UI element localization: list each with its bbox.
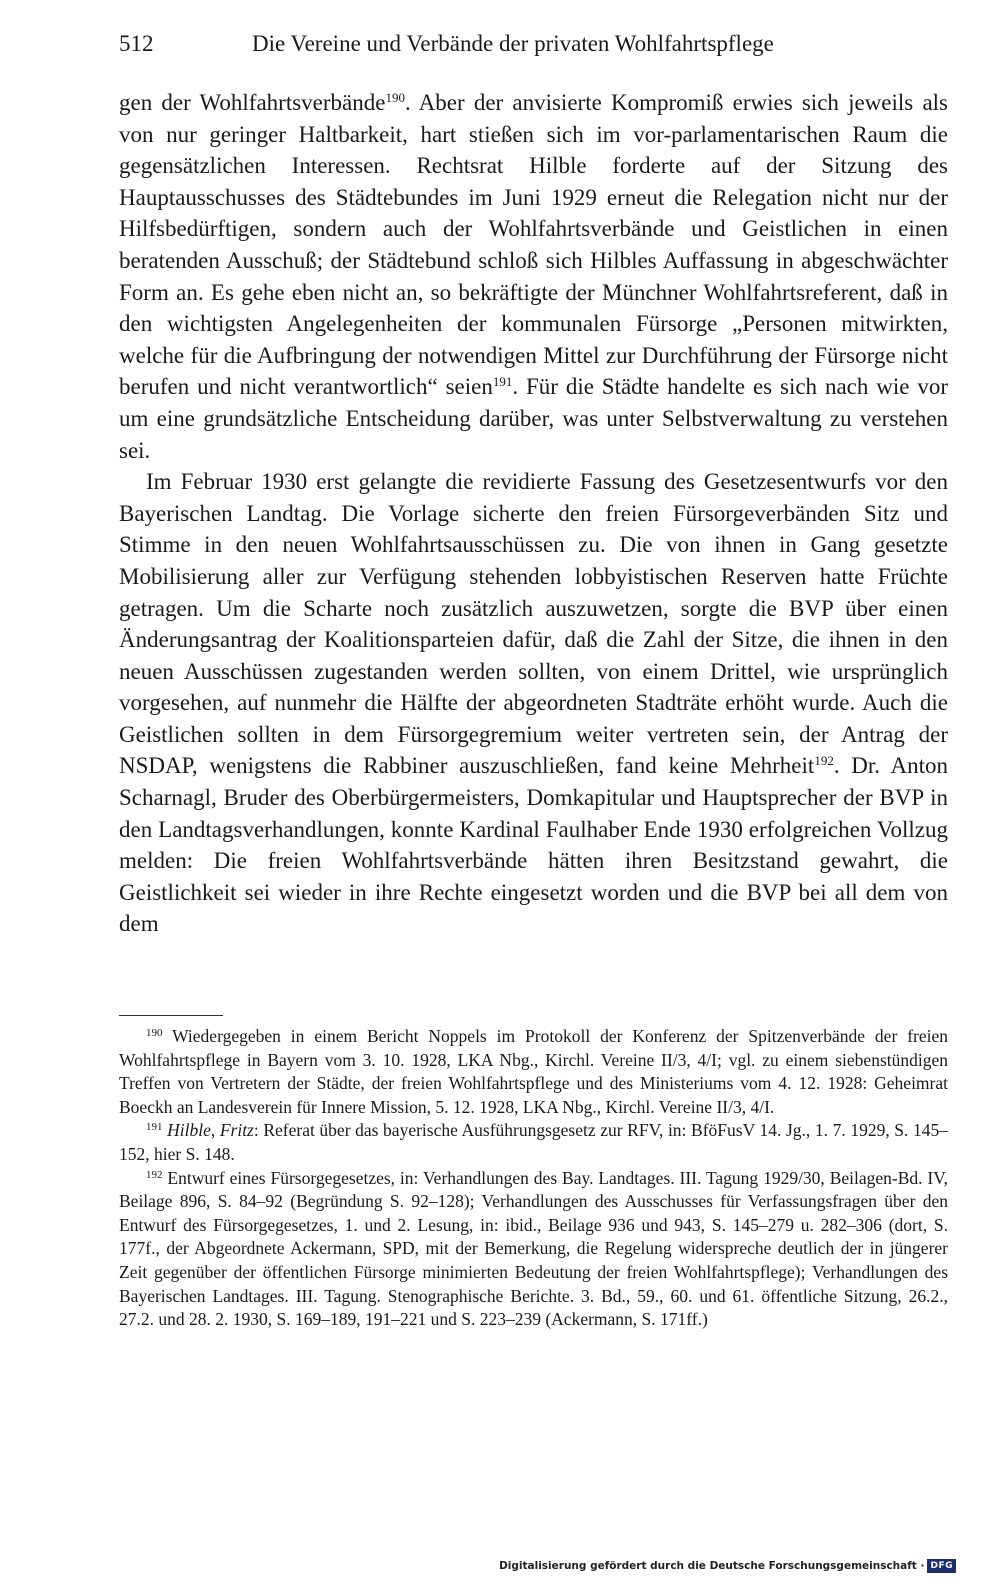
digitization-credit <box>499 1556 956 1576</box>
page-number: 512 <box>119 31 154 56</box>
paragraph-1 <box>119 87 948 466</box>
footnote-number: 190 <box>146 1027 163 1039</box>
dfg-logo: DFG <box>927 1559 956 1573</box>
footnote-191 <box>119 1119 948 1166</box>
footnote-text: Wiedergegeben in einem Bericht Noppels im Protokoll der Konferenz der Spitzenverbände der freien Wohlfahrtspflege in Bayern vom 3. 10. 1928, LKA Nbg., Kirchl. Vereine II/3, 4/I; vgl. zu einem siebenstündigen Treffen von Vertretern der Städte, der freien Wohlfahrtspflege und des Ministeriums vom 4. 12. 1928: Geheimrat Boeckh an Landesverein für Innere Mission, 5. 12. 1928, LKA Nbg., Kirchl. Vereine II/3, 4/I. <box>119 1026 948 1117</box>
footnote-190 <box>119 1025 948 1119</box>
paragraph-2-part-2: . Dr. Anton Scharnagl, Bruder des Oberbürgermeisters, Domkapitular und Hauptsprecher der BVP in den Landtagsverhandlungen, konnte Kardinal Faulhaber Ende 1930 erfolgreichen Vollzug melden: Die freien Wohlfahrtsverbände hätten ihren Besitzstand gewahrt, die Geistlichkeit sei wieder in ihre Rechte eingesetzt worden und die BVP bei all dem von dem <box>119 753 949 937</box>
footnote-text: Entwurf eines Fürsorgegesetzes, in: Verhandlungen des Bay. Landtages. III. Tagung 1929/30, Beilagen-Bd. IV, Beilage 896, S. 84–92 (Begründung S. 92–128); Verhandlungen des Ausschusses für Verfassungsfragen über den Entwurf des Fürsorgegesetzes, 1. und 2. Lesung, in: ibid., Beilage 936 und 943, S. 145–279 u. 282–306 (dort, S. 177f., der Abgeordnete Ackermann, SPD, mit der Bemerkung, die Regelung widerspreche deutlich der in jüngerer Zeit gegenüber der öffentlichen Fürsorge minimierten Bedeutung der freien Wohlfahrtspflege); Verhandlungen des Bayerischen Landtages. III. Tagung. Stenographische Berichte. 3. Bd., 59., 60. und 61. öffentliche Sitzung, 26.2., 27.2. und 28. 2. 1930, S. 169–189, 191–221 und S. 223–239 (Ackermann, S. 171ff.) <box>119 1167 948 1330</box>
footnote-number: 192 <box>146 1168 163 1181</box>
footnote-number: 191 <box>146 1121 163 1134</box>
paragraph-1-part-3: . Für die Städte handelte es sich nach wie vor um eine grundsätzliche Entscheidung darüber, was unter Selbstverwaltung zu verstehen sei. <box>119 374 948 463</box>
footnote-divider <box>119 1015 223 1016</box>
paragraph-2 <box>119 466 948 940</box>
paragraph-1-part-2: . Aber der anvisierte Kompromiß erwies sich jeweils als von nur geringer Haltbarkeit, hart stießen sich im vor-parlamentarischen Raum die gegensätzlichen Interessen. Rechtsrat Hilble forderte auf der Sitzung des Hauptausschusses des Städtebundes im Juni 1929 erneut die Relegation nicht nur der Hilfsbedürftigen, sondern auch der Wohlfahrtsverbände und Geistlichen in einen beratenden Ausschuß; der Städtebund schloß sich Hilbles Auffassung in abgeschwächter Form an. Es gehe eben nicht an, so bekräftigte der Münchner Wohlfahrtsreferent, daß in den wichtigsten Angelegenheiten der kommunalen Fürsorge „Personen mitwirkten, welche für die Aufbringung der notwendigen Mittel zur Durchführung der Fürsorge nicht berufen und nicht verantwortlich“ seien <box>119 90 948 400</box>
footnote-text: : Referat über das bayerische Ausführungsgesetz zur RFV, in: BföFusV 14. Jg., 1. 7. 1929, S. 145–152, hier S. 148. <box>119 1120 949 1164</box>
paragraph-2-part-1: Im Februar 1930 erst gelangte die revidierte Fassung des Gesetzesentwurfs vor den Bayerischen Landtag. Die Vorlage sicherte den freien Fürsorgeverbänden Sitz und Stimme in den neuen Wohlfahrtsausschüssen zu. Die von ihnen in Gang gesetzte Mobilisierung aller zur Verfügung stehenden lobbyistischen Reserven hatte Früchte getragen. Um die Scharte noch zusätzlich auszuwetzen, sorgte die BVP über einen Änderungsantrag der Koalitionsparteien dafür, daß die Zahl der Sitze, die ihnen in den neuen Ausschüssen zugestanden werden sollten, von einem Drittel, wie ursprünglich vorgesehen, auf nunmehr die Hälfte der abgeordneten Stadträte erhöht wurde. Auch die Geistlichen sollten in dem Fürsorgegremium weiter vertreten sein, der Antrag der NSDAP, wenigstens die Rabbiner auszuschließen, fand keine Mehrheit <box>119 469 948 779</box>
footnote-ref-192: 192 <box>814 753 834 769</box>
page-header <box>119 26 832 62</box>
credit-text: Digitalisierung gefördert durch die Deutsche Forschungsgemeinschaft · <box>499 1560 925 1572</box>
footnote-ref-190: 190 <box>385 90 405 105</box>
paragraph-1-part-1: gen der Wohlfahrtsverbände <box>119 90 386 115</box>
footnote-author: Hilble, Fritz <box>167 1120 254 1141</box>
footnote-192 <box>119 1167 948 1332</box>
footnotes <box>119 1025 948 1332</box>
footnote-ref-191: 191 <box>492 374 513 390</box>
running-title: Die Vereine und Verbände der privaten Wohlfahrtspflege <box>252 31 774 56</box>
body-text <box>119 87 948 940</box>
